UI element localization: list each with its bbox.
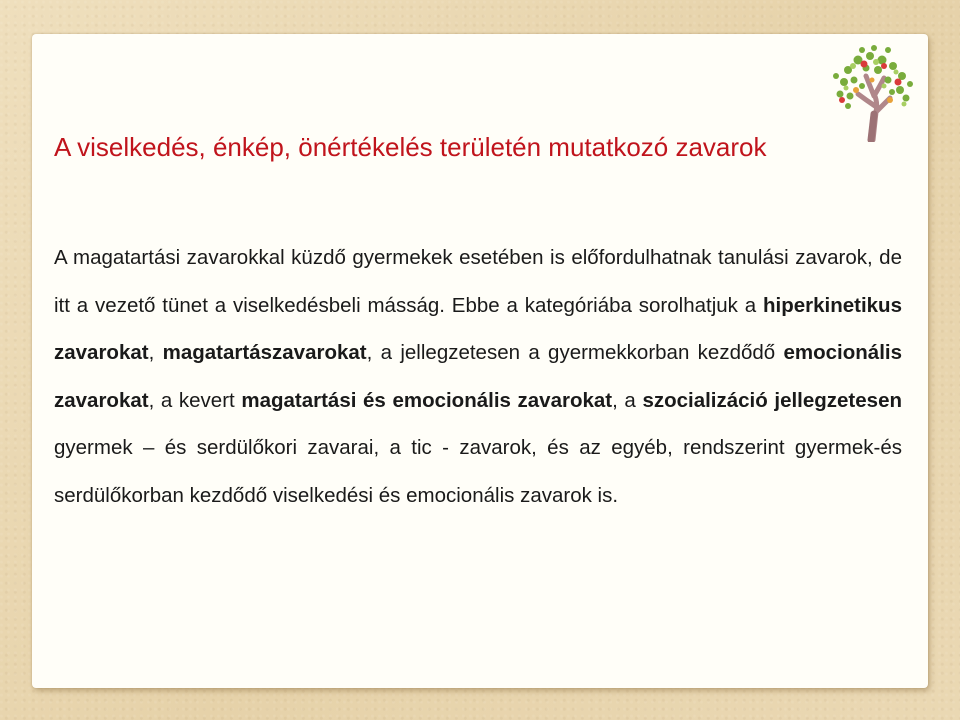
bold-term-socialization: szocializáció jellegzetesen bbox=[642, 388, 902, 412]
bold-term-emotional: emocionális zavarokat bbox=[54, 341, 902, 412]
bold-term-hyperkinetic: hiperkinetikus zavarokat bbox=[54, 293, 902, 364]
text-segment: , bbox=[148, 341, 163, 364]
text-segment: , a kevert bbox=[148, 388, 242, 412]
text-segment: A magatartási zavarokkal küzdő gyermekek esetében is előfordulhatnak tanulási zavarok, de itt a vezető tünet a viselkedésbeli másság. Ebbe a kategóriába sorolhatjuk a bbox=[54, 246, 902, 317]
text-segment: gyermek – és serdülőkori zavarai, a tic - zavarok, és az egyéb, rendszerint gyermek-és serdülőkorban kezdődő viselkedési és emocionális zavarok is. bbox=[54, 436, 902, 507]
apple-tree-icon bbox=[818, 36, 924, 142]
text-segment: , a jellegzetesen a gyermekkorban kezdődő bbox=[366, 341, 784, 364]
body-paragraph bbox=[54, 234, 902, 519]
text-segment: , a bbox=[612, 388, 643, 412]
bold-term-conduct: magatartászavarokat bbox=[162, 341, 367, 364]
slide-title: A viselkedés, énkép, önértékelés területén mutatkozó zavarok bbox=[54, 132, 767, 162]
bold-term-mixed: magatartási és emocionális zavarokat bbox=[241, 388, 613, 412]
